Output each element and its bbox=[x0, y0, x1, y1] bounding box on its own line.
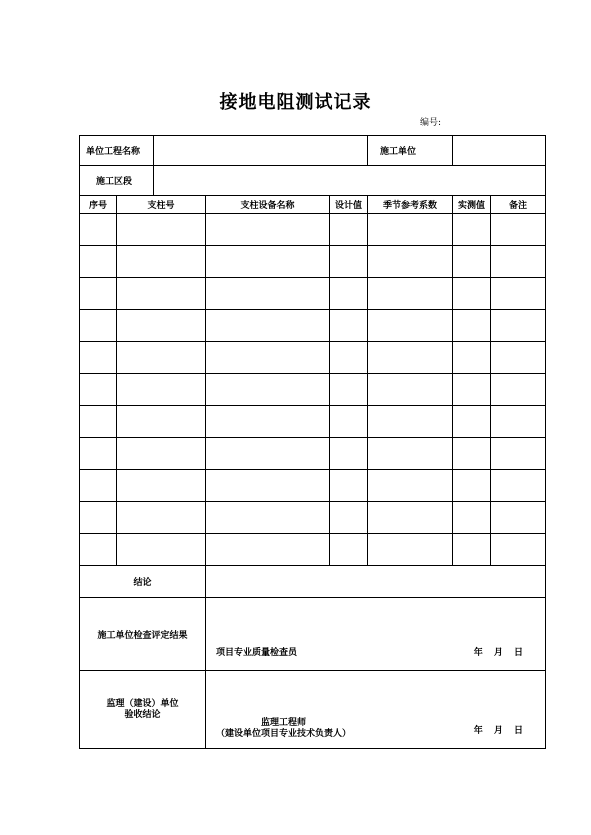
table-cell[interactable] bbox=[80, 438, 117, 470]
table-cell[interactable] bbox=[368, 214, 453, 246]
contractor-check-date: 年 月 日 bbox=[473, 648, 524, 658]
table-cell[interactable] bbox=[491, 438, 546, 470]
table-cell[interactable] bbox=[368, 246, 453, 278]
table-cell[interactable] bbox=[80, 470, 117, 502]
supervising-engineer-line2: （建设单位项目专业技术负责人） bbox=[216, 729, 352, 739]
supervisor-check-date: 年 月 日 bbox=[473, 726, 524, 736]
table-cell[interactable] bbox=[117, 470, 206, 502]
table-cell[interactable] bbox=[368, 310, 453, 342]
table-row bbox=[80, 310, 546, 342]
table-cell[interactable] bbox=[80, 502, 117, 534]
project-name-label: 单位工程名称 bbox=[80, 136, 154, 166]
table-cell[interactable] bbox=[368, 278, 453, 310]
table-cell[interactable] bbox=[491, 278, 546, 310]
document-number-label: 编号: bbox=[420, 118, 442, 128]
column-header: 设计值 bbox=[330, 196, 368, 214]
table-cell[interactable] bbox=[453, 246, 491, 278]
column-header: 实测值 bbox=[453, 196, 491, 214]
table-row bbox=[80, 246, 546, 278]
table-cell[interactable] bbox=[117, 278, 206, 310]
area-label: 施工区段 bbox=[80, 166, 154, 196]
table-cell[interactable] bbox=[117, 534, 206, 566]
supervisor-label-line1: 监理（建设）单位 bbox=[106, 698, 179, 709]
page-title: 接地电阻测试记录 bbox=[219, 92, 372, 113]
table-row bbox=[80, 214, 546, 246]
table-cell[interactable] bbox=[80, 278, 117, 310]
table-cell[interactable] bbox=[453, 438, 491, 470]
table-cell[interactable] bbox=[491, 534, 546, 566]
table-cell[interactable] bbox=[206, 502, 330, 534]
table-cell[interactable] bbox=[368, 342, 453, 374]
column-header: 季节参考系数 bbox=[368, 196, 453, 214]
table-cell[interactable] bbox=[491, 374, 546, 406]
project-name-field[interactable] bbox=[154, 136, 368, 166]
table-cell[interactable] bbox=[206, 374, 330, 406]
table-cell[interactable] bbox=[491, 470, 546, 502]
table-cell[interactable] bbox=[117, 374, 206, 406]
table-row bbox=[80, 406, 546, 438]
table-cell[interactable] bbox=[206, 246, 330, 278]
table-cell[interactable] bbox=[80, 534, 117, 566]
table-cell[interactable] bbox=[206, 438, 330, 470]
table-cell[interactable] bbox=[206, 310, 330, 342]
table-row bbox=[80, 374, 546, 406]
table-cell[interactable] bbox=[453, 406, 491, 438]
table-row bbox=[80, 438, 546, 470]
contractor-check-field[interactable] bbox=[206, 598, 546, 671]
table-cell[interactable] bbox=[206, 534, 330, 566]
supervising-engineer-label bbox=[216, 718, 351, 740]
table-cell[interactable] bbox=[330, 374, 368, 406]
conclusion-label: 结论 bbox=[80, 566, 206, 598]
table-cell[interactable] bbox=[80, 374, 117, 406]
table-cell[interactable] bbox=[80, 406, 117, 438]
table-cell[interactable] bbox=[491, 246, 546, 278]
table-cell[interactable] bbox=[206, 278, 330, 310]
table-cell[interactable] bbox=[330, 502, 368, 534]
table-cell[interactable] bbox=[453, 502, 491, 534]
column-header: 备注 bbox=[491, 196, 546, 214]
table-cell[interactable] bbox=[453, 278, 491, 310]
table-cell[interactable] bbox=[368, 438, 453, 470]
column-header: 序号 bbox=[80, 196, 117, 214]
table-cell[interactable] bbox=[453, 214, 491, 246]
test-record-table bbox=[79, 135, 546, 749]
table-cell[interactable] bbox=[80, 246, 117, 278]
table-cell[interactable] bbox=[80, 342, 117, 374]
table-cell[interactable] bbox=[206, 342, 330, 374]
supervisor-check-field[interactable] bbox=[206, 671, 546, 749]
table-cell[interactable] bbox=[117, 406, 206, 438]
table-cell[interactable] bbox=[368, 534, 453, 566]
table-cell[interactable] bbox=[330, 246, 368, 278]
supervisor-label-line2: 验收结论 bbox=[124, 709, 161, 720]
table-cell[interactable] bbox=[368, 406, 453, 438]
table-cell[interactable] bbox=[117, 246, 206, 278]
table-cell[interactable] bbox=[491, 310, 546, 342]
table-cell[interactable] bbox=[491, 214, 546, 246]
table-row bbox=[80, 534, 546, 566]
table-cell[interactable] bbox=[453, 534, 491, 566]
table-cell[interactable] bbox=[453, 374, 491, 406]
table-cell[interactable] bbox=[117, 438, 206, 470]
table-cell[interactable] bbox=[330, 310, 368, 342]
table-cell[interactable] bbox=[453, 310, 491, 342]
table-row bbox=[80, 278, 546, 310]
column-header: 支柱号 bbox=[117, 196, 206, 214]
quality-inspector-label: 项目专业质量检查员 bbox=[216, 648, 298, 658]
table-cell[interactable] bbox=[453, 342, 491, 374]
table-cell[interactable] bbox=[117, 310, 206, 342]
table-cell[interactable] bbox=[206, 214, 330, 246]
conclusion-field[interactable] bbox=[206, 566, 546, 598]
table-cell[interactable] bbox=[491, 406, 546, 438]
area-field[interactable] bbox=[154, 166, 546, 196]
table-cell[interactable] bbox=[491, 502, 546, 534]
supervising-engineer-line1: 监理工程师 bbox=[261, 718, 307, 728]
table-cell[interactable] bbox=[206, 470, 330, 502]
table-row bbox=[80, 470, 546, 502]
contractor-check-label: 施工单位检查评定结果 bbox=[80, 598, 206, 671]
contractor-label: 施工单位 bbox=[368, 136, 453, 166]
table-cell[interactable] bbox=[117, 214, 206, 246]
table-cell[interactable] bbox=[117, 342, 206, 374]
table-cell[interactable] bbox=[330, 534, 368, 566]
supervisor-check-label bbox=[80, 671, 206, 749]
table-cell[interactable] bbox=[117, 502, 206, 534]
table-cell[interactable] bbox=[330, 342, 368, 374]
table-cell[interactable] bbox=[80, 310, 117, 342]
contractor-field[interactable] bbox=[453, 136, 546, 166]
table-cell[interactable] bbox=[206, 406, 330, 438]
table-row bbox=[80, 342, 546, 374]
table-cell[interactable] bbox=[491, 342, 546, 374]
table-cell[interactable] bbox=[368, 470, 453, 502]
table-row bbox=[80, 502, 546, 534]
table-cell[interactable] bbox=[330, 214, 368, 246]
table-cell[interactable] bbox=[368, 374, 453, 406]
column-header: 支柱设备名称 bbox=[206, 196, 330, 214]
table-cell[interactable] bbox=[330, 406, 368, 438]
table-cell[interactable] bbox=[330, 470, 368, 502]
table-cell[interactable] bbox=[80, 214, 117, 246]
table-cell[interactable] bbox=[330, 438, 368, 470]
column-header-row bbox=[80, 196, 546, 214]
table-cell[interactable] bbox=[453, 470, 491, 502]
data-rows bbox=[80, 214, 546, 566]
table-cell[interactable] bbox=[330, 278, 368, 310]
table-cell[interactable] bbox=[368, 502, 453, 534]
